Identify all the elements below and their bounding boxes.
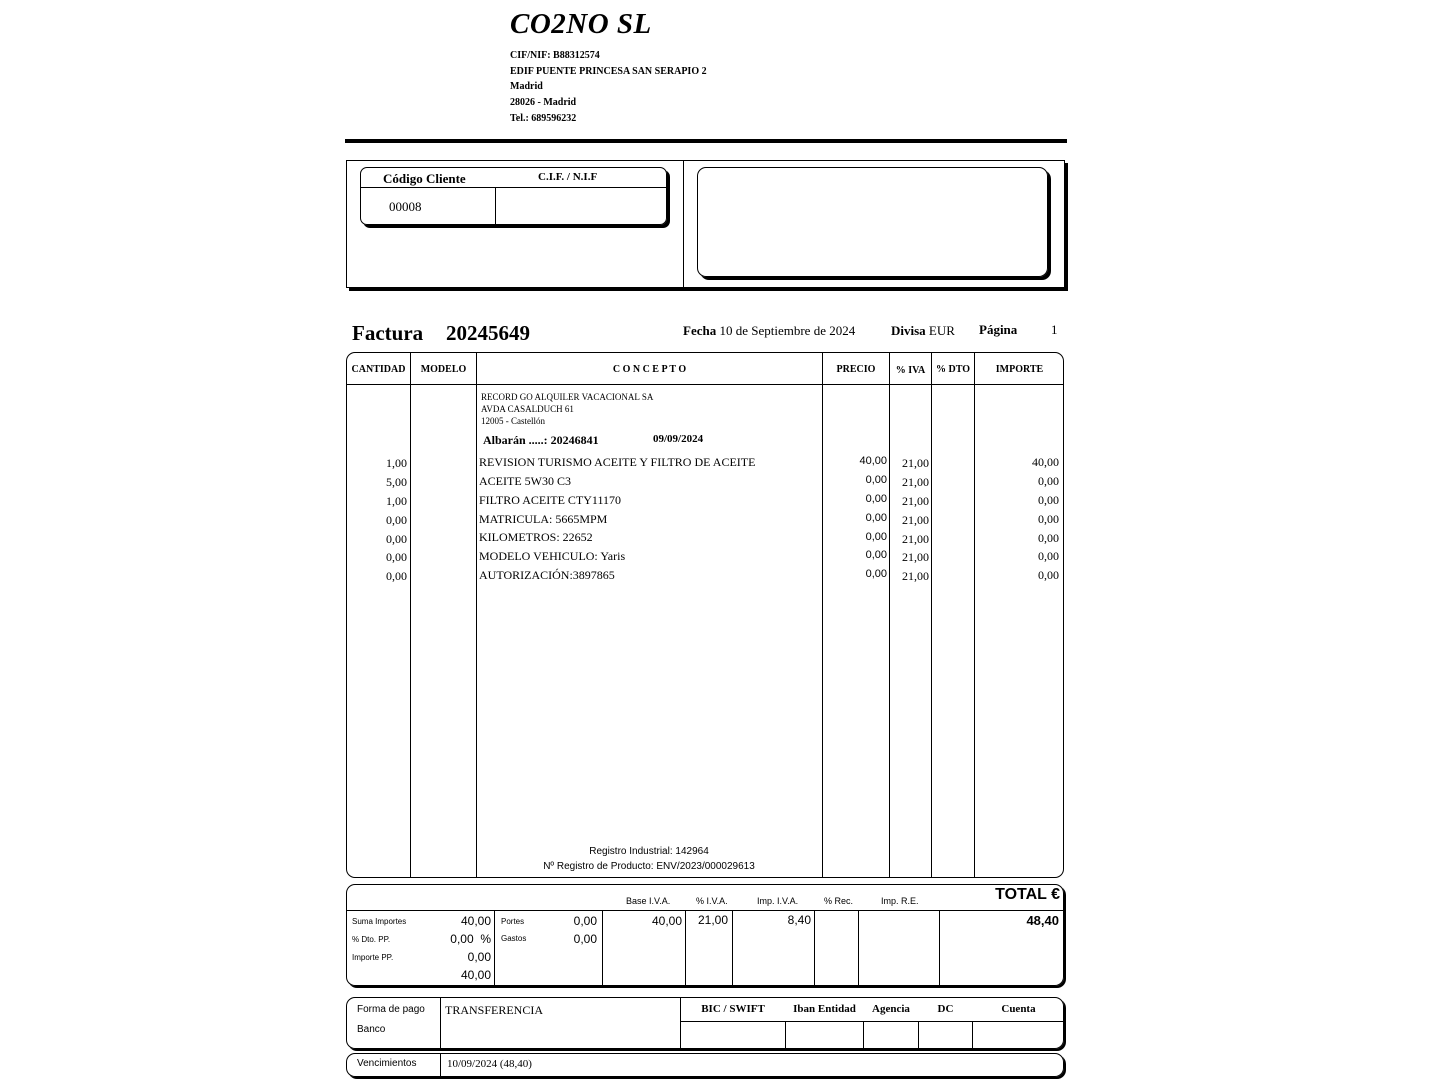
lines-header-separator (347, 384, 1064, 385)
line-importe: 0,00 (1038, 549, 1059, 563)
customer-address: AVDA CASALDUCH 61 (481, 404, 574, 414)
invoice-date (683, 323, 855, 339)
agencia-label: Agencia (872, 1003, 910, 1015)
importe-pp-label: Importe PP. (352, 953, 394, 962)
client-code-label: Código Cliente (383, 171, 466, 186)
total-value: 48,40 (1026, 913, 1059, 928)
line-iva: 21,00 (902, 475, 929, 489)
line-concepto: ACEITE 5W30 C3 (479, 474, 571, 488)
line-iva: 21,00 (902, 513, 929, 527)
company-cif: CIF/NIF: B88312574 (510, 50, 600, 61)
client-code-separator (361, 187, 666, 188)
line-precio: 0,00 (865, 474, 887, 486)
albaran-label: Albarán .....: 20246841 (483, 433, 599, 447)
customer-city: 12005 - Castellón (481, 416, 545, 426)
customer-name: RECORD GO ALQUILER VACACIONAL SA (481, 392, 654, 402)
line-iva: 21,00 (902, 494, 929, 508)
line-concepto: REVISION TURISMO ACEITE Y FILTRO DE ACEITE (479, 455, 756, 469)
gastos-label: Gastos (501, 934, 527, 943)
line-cantidad: 1,00 (386, 456, 407, 470)
line-cantidad: 0,00 (386, 569, 407, 583)
bank-divider (918, 1021, 919, 1049)
subtotal-value: 40,00 (460, 968, 491, 982)
suma-importes-label: Suma Importes (352, 917, 407, 926)
line-importe: 0,00 (1038, 568, 1059, 582)
line-precio: 0,00 (865, 493, 887, 505)
bank-divider (785, 1021, 786, 1049)
invoice-number: 20245649 (446, 321, 530, 345)
iban-entidad-label: Iban Entidad (793, 1003, 856, 1015)
totals-divider (858, 911, 859, 986)
bank-divider (972, 1021, 973, 1049)
bank-divider (863, 1021, 864, 1049)
lines-table-frame (346, 352, 1064, 878)
column-header-modelo: MODELO (420, 364, 467, 375)
line-importe: 0,00 (1038, 531, 1059, 545)
page-label: Página (979, 322, 1018, 337)
line-precio: 0,00 (865, 512, 887, 524)
line-cantidad: 0,00 (386, 532, 407, 546)
gastos-value: 0,00 (573, 932, 597, 946)
line-concepto: MODELO VEHICULO: Yaris (479, 549, 626, 563)
column-header-cantidad: CANTIDAD (351, 364, 406, 375)
page-number: 1 (1051, 322, 1058, 337)
client-cif-label: C.I.F. / N.I.F (538, 171, 598, 183)
invoice-date-value: 10 de Septiembre de 2024 (719, 323, 856, 338)
albaran-date: 09/09/2024 (653, 433, 704, 445)
line-concepto: AUTORIZACIÓN:3897865 (479, 568, 615, 582)
invoice-label: Factura (352, 321, 424, 345)
portes-label: Portes (501, 917, 525, 926)
column-header-dto: % DTO (936, 364, 970, 375)
client-divider (683, 160, 684, 287)
bank-header-separator (681, 1021, 1064, 1022)
imp-iva-value: 8,40 (787, 913, 811, 927)
column-divider (410, 353, 411, 878)
column-header-precio: PRECIO (836, 364, 876, 375)
line-concepto: KILOMETROS: 22652 (479, 530, 593, 544)
vencimientos-label: Vencimientos (357, 1058, 417, 1069)
payment-divider (440, 998, 441, 1049)
totals-divider (685, 911, 686, 986)
line-precio: 0,00 (865, 531, 887, 543)
bic-swift-label: BIC / SWIFT (701, 1003, 765, 1015)
line-iva: 21,00 (902, 456, 929, 470)
base-iva-label: Base I.V.A. (626, 896, 671, 906)
forma-pago-value: TRANSFERENCIA (445, 1003, 544, 1017)
line-precio: 40,00 (859, 455, 887, 467)
suma-importes-value: 40,00 (460, 914, 491, 928)
iva-percent-value: 21,00 (697, 913, 728, 927)
company-city: Madrid (510, 81, 543, 92)
totals-header-separator (347, 910, 1064, 911)
invoice-currency-label: Divisa (891, 323, 926, 338)
company-postal: 28026 - Madrid (510, 97, 577, 108)
base-iva-value: 40,00 (651, 914, 682, 928)
totals-divider (494, 911, 495, 986)
client-address-box (697, 167, 1048, 277)
column-divider (974, 353, 975, 878)
totals-divider (814, 911, 815, 986)
forma-pago-label: Forma de pago (357, 1004, 425, 1015)
invoice-currency-value: EUR (928, 323, 955, 338)
line-iva: 21,00 (902, 550, 929, 564)
header-rule (345, 139, 1067, 143)
line-cantidad: 0,00 (386, 550, 407, 564)
dc-label: DC (937, 1003, 954, 1015)
line-cantidad: 0,00 (386, 513, 407, 527)
line-importe: 0,00 (1038, 474, 1059, 488)
line-iva: 21,00 (902, 569, 929, 583)
client-code-column-separator (495, 188, 496, 224)
column-divider (931, 353, 932, 878)
line-precio: 0,00 (865, 549, 887, 561)
imp-iva-label: Imp. I.V.A. (757, 896, 799, 906)
line-importe: 40,00 (1032, 455, 1059, 469)
totals-divider (602, 911, 603, 986)
line-cantidad: 1,00 (386, 494, 407, 508)
imp-re-label: Imp. R.E. (881, 896, 919, 906)
invoice-currency (891, 323, 955, 339)
dto-pp-label: % Dto. PP. (352, 935, 391, 944)
line-concepto: FILTRO ACEITE CTY11170 (479, 493, 622, 507)
company-phone: Tel.: 689596232 (510, 113, 577, 124)
column-divider (889, 353, 890, 878)
column-divider (476, 353, 477, 878)
registro-industrial: Registro Industrial: 142964 (589, 846, 709, 857)
column-header-concepto: C O N C E P T O (612, 364, 687, 375)
vencimientos-divider (440, 1054, 441, 1077)
vencimientos-value: 10/09/2024 (48,40) (447, 1058, 532, 1070)
column-header-importe: IMPORTE (995, 364, 1044, 375)
company-name: CO2NO SL (510, 8, 652, 40)
invoice-date-label: Fecha (683, 323, 717, 338)
cuenta-label: Cuenta (1001, 1003, 1036, 1015)
total-label: TOTAL € (995, 886, 1060, 903)
client-code-value: 00008 (389, 199, 422, 214)
iva-percent-label: % I.V.A. (696, 896, 728, 906)
line-iva: 21,00 (902, 532, 929, 546)
column-header-iva: % IVA (895, 365, 926, 376)
registro-producto: Nº Registro de Producto: ENV/2023/000029613 (543, 861, 755, 872)
line-importe: 0,00 (1038, 512, 1059, 526)
line-concepto: MATRICULA: 5665MPM (479, 512, 608, 526)
line-precio: 0,00 (865, 568, 887, 580)
totals-divider (939, 911, 940, 986)
line-importe: 0,00 (1038, 493, 1059, 507)
banco-label: Banco (357, 1024, 386, 1035)
portes-value: 0,00 (573, 914, 597, 928)
importe-pp-value: 0,00 (467, 950, 491, 964)
totals-divider (732, 911, 733, 986)
company-address: EDIF PUENTE PRINCESA SAN SERAPIO 2 (510, 66, 707, 77)
line-cantidad: 5,00 (386, 475, 407, 489)
rec-label: % Rec. (824, 896, 854, 906)
dto-pp-value: 0,00 % (450, 932, 491, 946)
column-divider (822, 353, 823, 878)
